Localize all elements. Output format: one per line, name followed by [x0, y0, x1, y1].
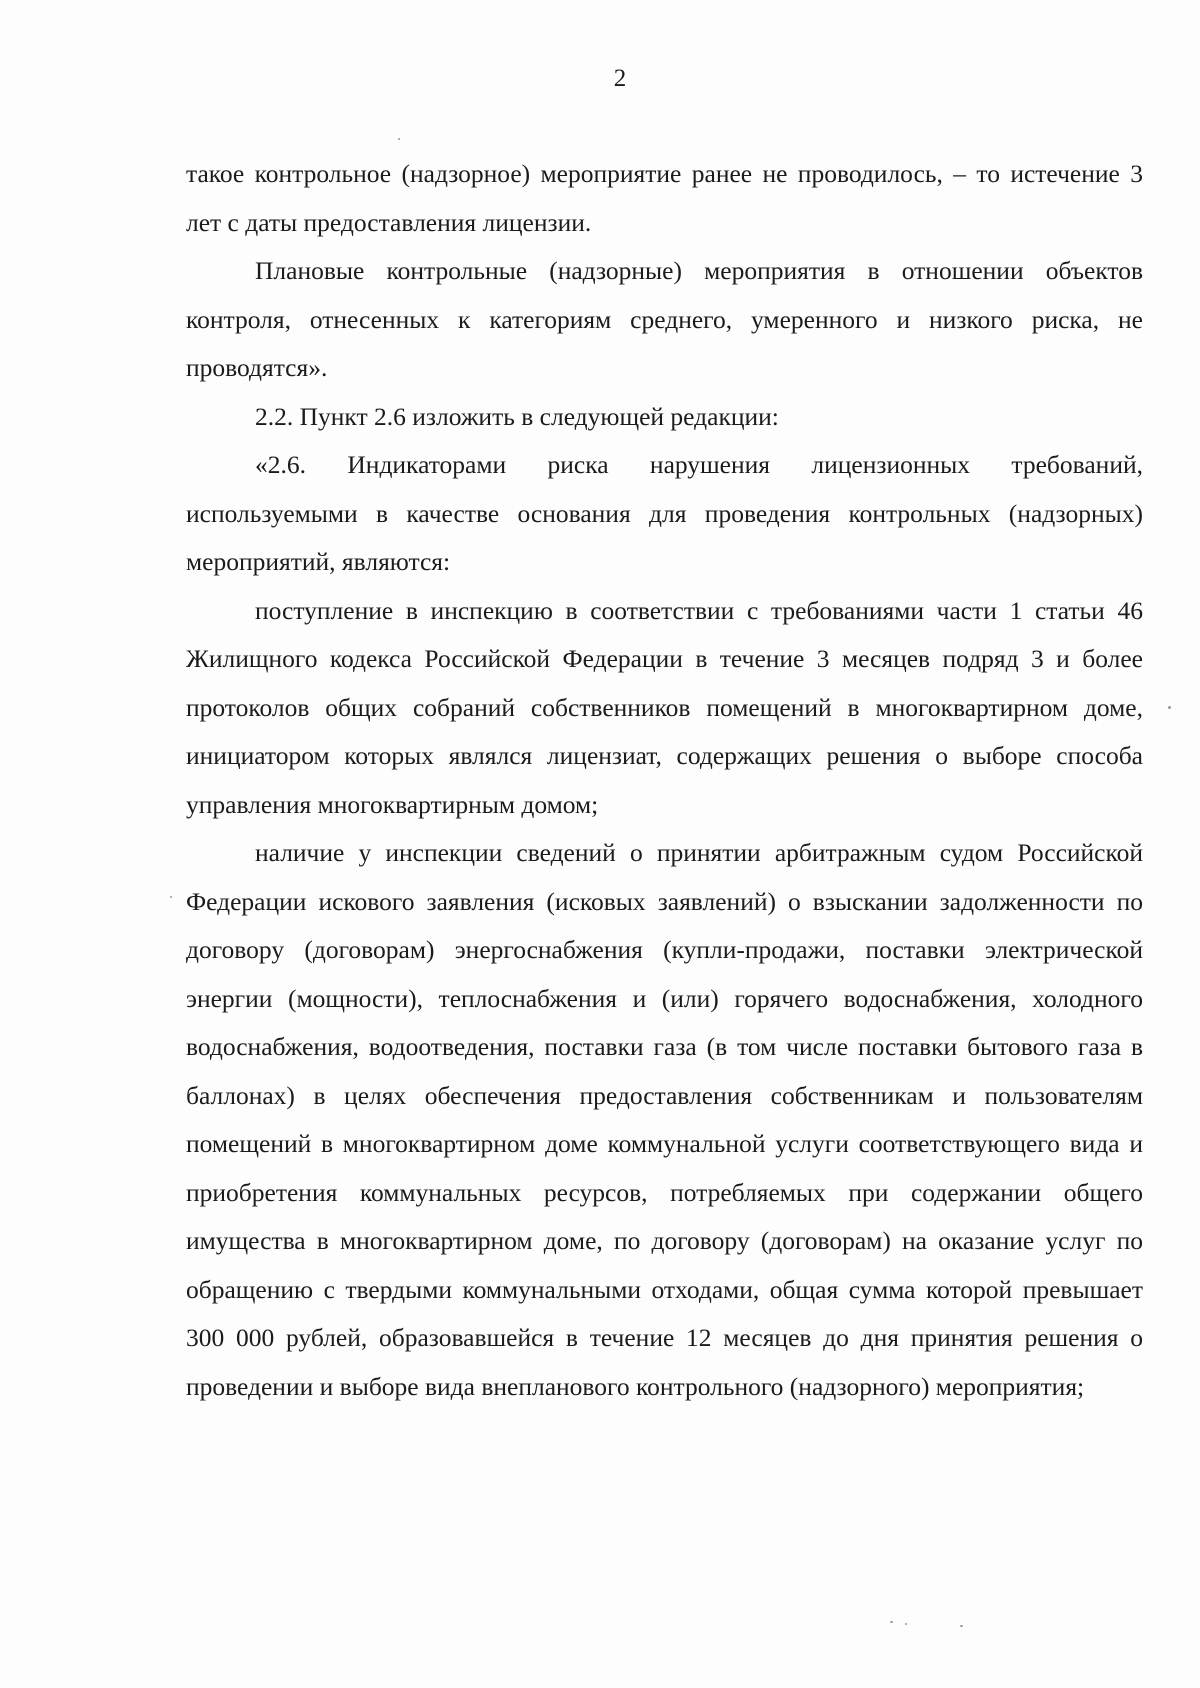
paragraph-indicator-debt: наличие у инспекции сведений о принятии арбитражным судом Российской Федерации искового заявления (исковых заявлений) о взыскании задолженности по договору (договорам) энергоснабжения (купли-продажи, поставки электрической энергии (мощности), теплоснабжения и (или) горячего водоснабжения, холодного водоснабжения, водоотведения, поставки газа (в том числе поставки бытового газа в баллонах) в целях обеспечения предоставления собственникам и пользователям помещений в многоквартирном доме коммунальной услуги соответствующего вида и приобретения коммунальных ресурсов, потребляемых при содержании общего имущества в многоквартирном доме, по договору (договорам) на оказание услуг по обращению с твердыми коммунальными отходами, общая сумма которой превышает 300 000 рублей, образовавшейся в течение 12 месяцев до дня принятия решения о проведении и выборе вида внепланового контрольного (надзорного) мероприятия;: [186, 838, 1143, 1401]
scan-speck: [890, 1621, 893, 1623]
page-number: 2: [613, 65, 627, 92]
scan-speck: [170, 896, 172, 898]
scan-speck: [960, 1625, 963, 1627]
scan-speck: [1168, 706, 1171, 709]
scan-speck: [905, 1623, 907, 1625]
scan-speck: [398, 138, 400, 140]
paragraph-continuation: такое контрольное (надзорное) мероприятие ранее не проводилось, – то истечение 3 лет с даты предоставления лицензии.: [186, 159, 1143, 237]
document-body: [186, 150, 1143, 1411]
paragraph-indicator-protocols: поступление в инспекцию в соответствии с требованиями части 1 статьи 46 Жилищного кодекса Российской Федерации в течение 3 месяцев подряд 3 и более протоколов общих собраний собственников помещений в многоквартирном доме, инициатором которых являлся лицензиат, содержащих решения о выборе способа управления многоквартирным домом;: [186, 595, 1143, 819]
paragraph-clause-2-6: «2.6. Индикаторами риска нарушения лицензионных требований, используемыми в качестве основания для проведения контрольных (надзорных) мероприятий, являются:: [186, 450, 1143, 576]
paragraph-clause-2-2: 2.2. Пункт 2.6 изложить в следующей редакции:: [255, 401, 779, 431]
paragraph-planned-measures: Плановые контрольные (надзорные) мероприятия в отношении объектов контроля, отнесенных к категориям среднего, умеренного и низкого риска, не проводятся».: [186, 256, 1143, 382]
